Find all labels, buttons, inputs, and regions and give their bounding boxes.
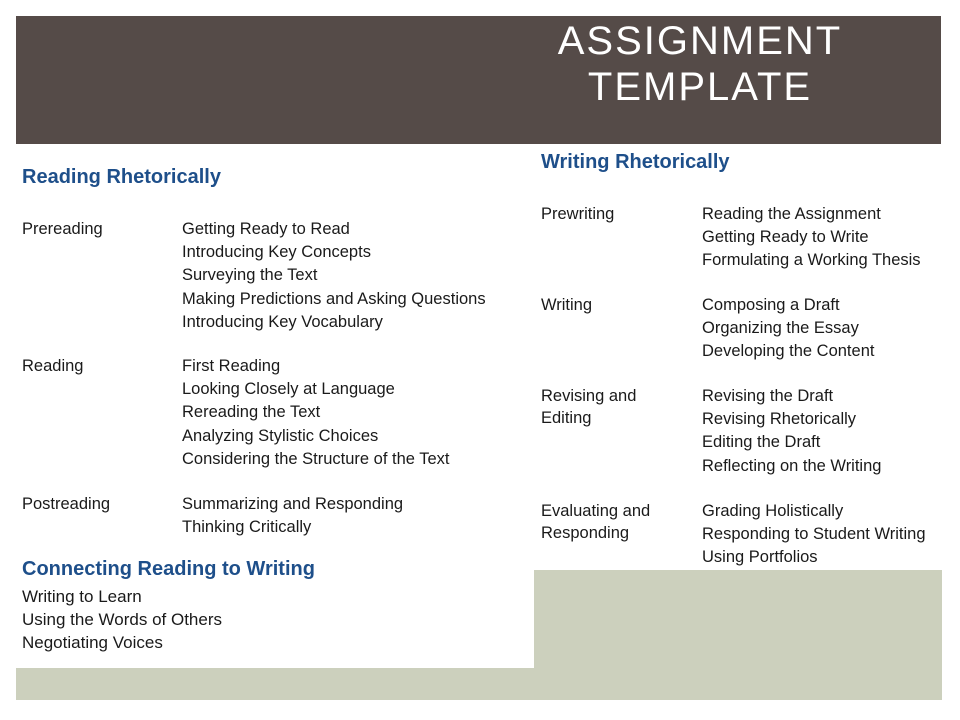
list-item: Organizing the Essay bbox=[702, 319, 859, 338]
list-item: Grading Holistically bbox=[702, 502, 844, 520]
writing-rhetorically-panel bbox=[534, 144, 942, 570]
list-item: Rereading the Text bbox=[182, 403, 321, 422]
list-item: Using Portfolios bbox=[702, 548, 818, 567]
list-item: Getting Ready to Write bbox=[702, 228, 869, 247]
slide-title bbox=[530, 18, 870, 110]
list-item: Considering the Structure of the Text bbox=[182, 449, 450, 468]
reading-rhetorically-panel bbox=[16, 144, 534, 668]
stage-label-line: Revising and bbox=[541, 387, 637, 405]
list-item: Formulating a Working Thesis bbox=[702, 251, 921, 270]
list-item: Negotiating Voices bbox=[22, 633, 163, 653]
list-item: Making Predictions and Asking Questions bbox=[182, 289, 486, 308]
connecting-items bbox=[22, 585, 222, 655]
stage-label-reading: Reading bbox=[22, 357, 84, 375]
list-item: Introducing Key Concepts bbox=[182, 243, 371, 262]
stage-label-prereading: Prereading bbox=[22, 220, 103, 238]
list-item: Analyzing Stylistic Choices bbox=[182, 426, 379, 445]
list-item: Reading the Assignment bbox=[702, 205, 881, 223]
stage-label-writing bbox=[541, 294, 592, 316]
list-item: Revising the Draft bbox=[702, 387, 834, 405]
list-item: Writing to Learn bbox=[22, 587, 142, 606]
evaluating-items bbox=[702, 500, 926, 570]
stage-label-line: Prewriting bbox=[541, 205, 615, 223]
list-item: Reflecting on the Writing bbox=[702, 456, 882, 475]
list-item: Looking Closely at Language bbox=[182, 380, 395, 399]
list-item: Developing the Content bbox=[702, 342, 875, 361]
stage-label-line: Evaluating and bbox=[541, 502, 651, 520]
stage-label-evaluating bbox=[541, 500, 650, 544]
list-item: Thinking Critically bbox=[182, 518, 312, 537]
prereading-items bbox=[182, 218, 486, 334]
stage-label-line: Editing bbox=[541, 409, 592, 427]
slide-title-line-2: TEMPLATE bbox=[587, 65, 813, 109]
list-item: Getting Ready to Read bbox=[182, 220, 350, 238]
prewriting-items bbox=[702, 203, 921, 273]
stage-label-prewriting bbox=[541, 203, 614, 225]
writing-rhetorically-heading: Writing Rhetorically bbox=[541, 151, 730, 173]
slide-title-line-1: ASSIGNMENT bbox=[557, 19, 843, 63]
list-item: Editing the Draft bbox=[702, 433, 821, 452]
reading-items bbox=[182, 355, 450, 471]
revising-items bbox=[702, 385, 881, 478]
list-item: Summarizing and Responding bbox=[182, 495, 404, 513]
connecting-reading-heading: Connecting Reading to Writing bbox=[22, 558, 315, 580]
stage-label-line: Writing bbox=[541, 296, 593, 314]
list-item: Responding to Student Writing bbox=[702, 525, 926, 544]
stage-label-line: Responding bbox=[541, 524, 630, 542]
list-item: Revising Rhetorically bbox=[702, 410, 857, 429]
stage-label-postreading: Postreading bbox=[22, 495, 111, 513]
list-item: Introducing Key Vocabulary bbox=[182, 312, 383, 331]
list-item: Composing a Draft bbox=[702, 296, 840, 314]
writing-items bbox=[702, 294, 874, 364]
postreading-items bbox=[182, 493, 403, 539]
list-item: First Reading bbox=[182, 357, 281, 375]
stage-label-revising bbox=[541, 385, 636, 429]
list-item: Surveying the Text bbox=[182, 266, 318, 285]
list-item: Using the Words of Others bbox=[22, 610, 222, 630]
reading-rhetorically-heading: Reading Rhetorically bbox=[22, 166, 221, 188]
